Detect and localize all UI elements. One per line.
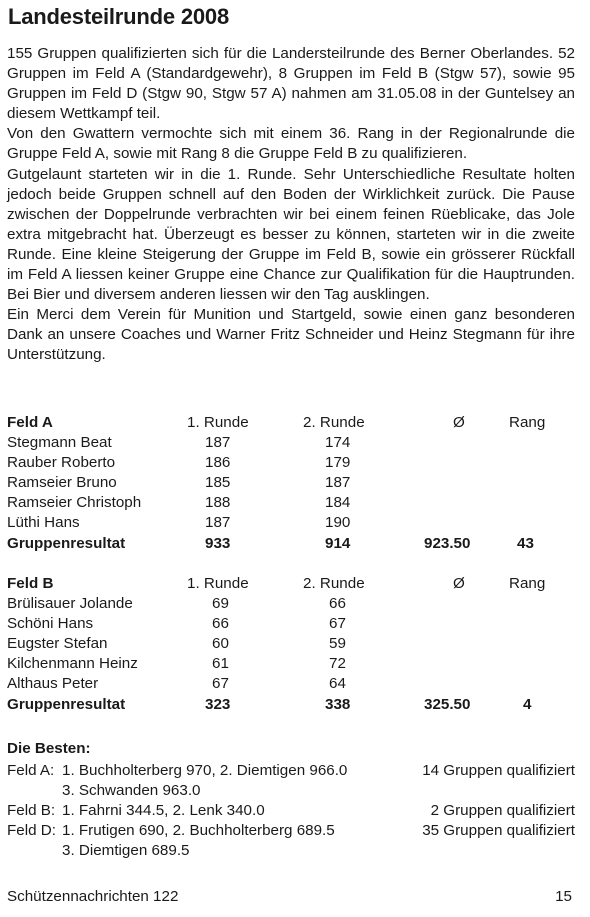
total-rank: 43 bbox=[517, 534, 534, 552]
total-label: Gruppenresultat bbox=[7, 695, 126, 713]
best-text: 3. Diemtigen 689.5 bbox=[62, 842, 190, 860]
total-r2: 914 bbox=[325, 534, 351, 552]
table-row bbox=[7, 473, 567, 493]
table-row bbox=[7, 614, 567, 634]
column-header: Ø bbox=[453, 575, 465, 592]
column-header: 1. Runde bbox=[187, 575, 249, 592]
total-label: Gruppenresultat bbox=[7, 534, 126, 552]
best-text: 1. Fahrni 344.5, 2. Lenk 340.0 bbox=[62, 802, 265, 820]
page-title: Landesteilrunde 2008 bbox=[8, 4, 229, 29]
group-name: Feld A bbox=[7, 414, 53, 431]
score-r2: 179 bbox=[325, 454, 351, 472]
best-label: Feld B: bbox=[7, 802, 56, 820]
best-text: 1. Buchholterberg 970, 2. Diemtigen 966.0 bbox=[62, 762, 348, 779]
shooter-name: Kilchenmann Heinz bbox=[7, 655, 138, 673]
score-r2: 67 bbox=[329, 615, 346, 633]
score-r2: 64 bbox=[329, 675, 346, 693]
table-row bbox=[7, 594, 567, 614]
score-r1: 188 bbox=[205, 494, 231, 512]
total-rank: 4 bbox=[523, 695, 532, 713]
table-row bbox=[7, 453, 567, 473]
column-header: Ø bbox=[453, 414, 465, 431]
list-item bbox=[7, 781, 575, 801]
best-qualified: 14 Gruppen qualifiziert bbox=[422, 762, 575, 779]
best-text: 3. Schwanden 963.0 bbox=[62, 782, 201, 800]
table-row bbox=[7, 493, 567, 513]
list-item bbox=[7, 821, 575, 841]
table-row bbox=[7, 654, 567, 674]
feld-a-header-cols bbox=[7, 413, 567, 554]
column-header: 1. Runde bbox=[187, 414, 249, 431]
score-r2: 174 bbox=[325, 434, 351, 452]
score-r2: 190 bbox=[325, 514, 351, 532]
paragraph: Ein Merci dem Verein für Munition und Startgeld, sowie einen ganz besonderen Dank an unsere Coaches und Warner Fritz Schneider und Heinz Stegmann für ihre Unterstützung. bbox=[7, 306, 575, 364]
shooter-name: Lüthi Hans bbox=[7, 514, 80, 532]
shooter-name: Ramseier Bruno bbox=[7, 474, 117, 492]
table-row bbox=[7, 674, 567, 694]
paragraph: Von den Gwattern vermochte sich mit einem 36. Rang in der Regionalrunde die Gruppe Feld A, sowie mit Rang 8 die Gruppe Feld B zu qualifizieren. bbox=[7, 125, 575, 163]
shooter-name: Althaus Peter bbox=[7, 675, 99, 693]
shooter-name: Brülisauer Jolande bbox=[7, 595, 133, 613]
page-number: 15 bbox=[555, 888, 572, 905]
column-header: Rang bbox=[509, 414, 546, 431]
table-row bbox=[7, 513, 567, 533]
total-r2: 338 bbox=[325, 695, 351, 713]
score-r1: 69 bbox=[212, 595, 229, 613]
shooter-name: Schöni Hans bbox=[7, 615, 94, 633]
score-r1: 60 bbox=[212, 635, 229, 653]
list-item bbox=[7, 801, 575, 821]
best-list bbox=[7, 761, 575, 861]
total-average: 325.50 bbox=[424, 695, 471, 713]
score-r2: 184 bbox=[325, 494, 351, 512]
shooter-name: Eugster Stefan bbox=[7, 635, 108, 653]
shooter-name: Ramseier Christoph bbox=[7, 494, 142, 512]
column-header: 2. Runde bbox=[303, 575, 365, 592]
column-header: 2. Runde bbox=[303, 414, 365, 431]
publication-name: Schützennachrichten 122 bbox=[7, 888, 179, 905]
total-r1: 323 bbox=[205, 695, 231, 713]
table-row bbox=[7, 634, 567, 654]
score-r2: 72 bbox=[329, 655, 346, 673]
total-average: 923.50 bbox=[424, 534, 471, 552]
score-r1: 187 bbox=[205, 514, 231, 532]
score-r1: 187 bbox=[205, 434, 231, 452]
list-item bbox=[7, 761, 575, 781]
paragraph: 155 Gruppen qualifizierten sich für die Landersteilrunde des Berner Oberlandes. 52 Gruppen im Feld A (Standardgewehr), 8 Gruppen im Feld B (Stgw 57), sowie 95 Gruppen im Feld D (Stgw 90, Stgw 57 A) nahmen am 31.05.08 in der Guntelsey an diesem Wettkampf teil. bbox=[7, 45, 575, 123]
article-body bbox=[7, 44, 575, 366]
score-r2: 187 bbox=[325, 474, 351, 492]
score-r2: 66 bbox=[329, 595, 346, 613]
shooter-name: Rauber Roberto bbox=[7, 454, 116, 472]
best-label: Feld D: bbox=[7, 822, 56, 840]
best-heading: Die Besten: bbox=[7, 740, 91, 757]
feld-b-header-cols bbox=[7, 574, 567, 715]
best-text: 1. Frutigen 690, 2. Buchholterberg 689.5 bbox=[62, 822, 335, 840]
total-row bbox=[7, 695, 567, 715]
score-r1: 61 bbox=[212, 655, 229, 673]
column-header: Rang bbox=[509, 575, 546, 592]
score-r2: 59 bbox=[329, 635, 346, 653]
best-qualified: 35 Gruppen qualifiziert bbox=[422, 822, 575, 840]
score-r1: 186 bbox=[205, 454, 231, 472]
score-r1: 67 bbox=[212, 675, 229, 693]
shooter-name: Stegmann Beat bbox=[7, 434, 112, 452]
group-name: Feld B bbox=[7, 575, 54, 592]
best-label: Feld A: bbox=[7, 762, 55, 779]
best-qualified: 2 Gruppen qualifiziert bbox=[430, 802, 575, 820]
list-item bbox=[7, 841, 575, 861]
score-r1: 185 bbox=[205, 474, 231, 492]
paragraph: Gutgelaunt starteten wir in die 1. Runde. Sehr Unterschiedliche Resultate holten jedoch beide Gruppen schnell auf den Boden der Wirklichkeit zurück. Die Pause zwischen der Doppelrunde verbrachten wir bei einem feinen Rüeblicake, das Jole extra mitgebracht hat. Überzeugt es besser zu können, starteten wir in die zweite Runde. Eine kleine Steigerung der Gruppe im Feld B, sowie ein grösserer Rückfall im Feld A liessen keiner Gruppe eine Chance zur Qualifikation für die Hauptrunden. Bei Bier und diversem anderen liessen wir den Tag ausklingen. bbox=[7, 165, 575, 304]
total-row bbox=[7, 534, 567, 554]
score-r1: 66 bbox=[212, 615, 229, 633]
total-r1: 933 bbox=[205, 534, 231, 552]
table-row bbox=[7, 433, 567, 453]
